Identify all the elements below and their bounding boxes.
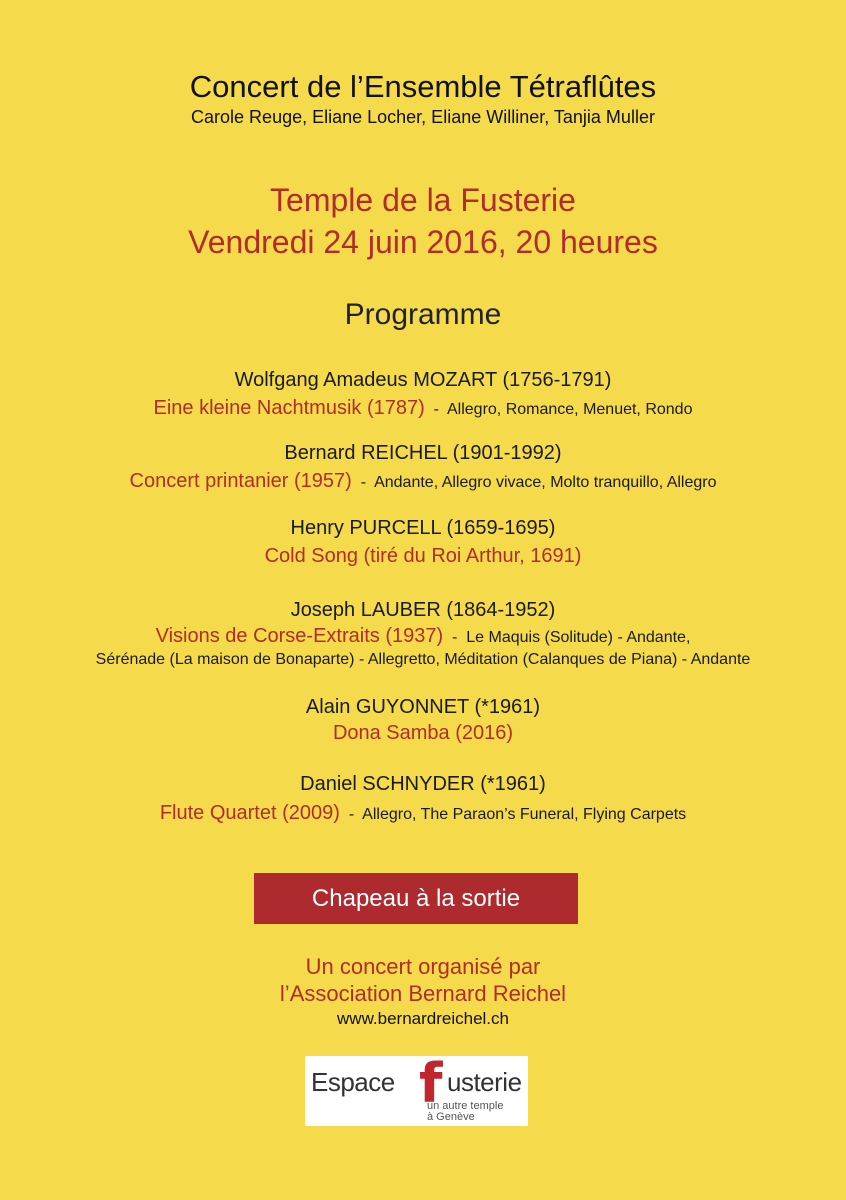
organizer-line-1: Un concert organisé par (305, 954, 541, 979)
work-line-schnyder (0, 801, 846, 825)
separator: - (339, 806, 363, 823)
venue: Temple de la Fusterie (270, 182, 576, 218)
work-line-guyonnet (0, 721, 846, 745)
logo-tagline-1: un autre temple (427, 1100, 504, 1112)
composer-schnyder: Daniel SCHNYDER (*1961) (300, 773, 546, 795)
organizer-line-2: l’Association Bernard Reichel (279, 981, 567, 1006)
movements: Andante, Allegro vivace, Molto tranquillo, Allegro (374, 474, 717, 491)
ensemble-members: Carole Reuge, Eliane Locher, Eliane Williner, Tanjia Muller (191, 107, 655, 127)
concert-title: Concert de l’Ensemble Tétraflûtes (189, 69, 657, 104)
work-title: Eine kleine Nachtmusik (1787) (153, 397, 425, 419)
movements: Allegro, The Paraon’s Funeral, Flying Carpets (362, 806, 687, 823)
logo-f-letter: f (419, 1052, 443, 1115)
work-title: Dona Samba (2016) (332, 722, 514, 744)
collection-banner: Chapeau à la sortie (254, 873, 578, 924)
work-title: Flute Quartet (2009) (159, 802, 340, 824)
movements: Le Maquis (Solitude) - Andante, (466, 629, 691, 646)
work-title: Visions de Corse-Extraits (1937) (155, 625, 444, 647)
composer-mozart: Wolfgang Amadeus MOZART (1756-1791) (234, 369, 612, 391)
movements-continued: Sérénade (La maison de Bonaparte) - Allegretto, Méditation (Calanques de Piana) - Andante (95, 651, 751, 668)
program-heading: Programme (344, 298, 502, 331)
website-link[interactable]: www.bernardreichel.ch (337, 1009, 509, 1028)
work-title: Cold Song (tiré du Roi Arthur, 1691) (264, 545, 582, 567)
separator: - (443, 629, 467, 646)
composer-lauber: Joseph LAUBER (1864-1952) (290, 599, 556, 621)
separator: - (424, 401, 447, 418)
separator: - (351, 474, 375, 491)
work-line-reichel (0, 469, 846, 493)
logo-text-usterie: usterie (447, 1067, 522, 1097)
espace-fusterie-logo (305, 1052, 528, 1126)
work-line-lauber (0, 624, 846, 648)
composer-purcell: Henry PURCELL (1659-1695) (290, 517, 556, 539)
work-title: Concert printanier (1957) (129, 470, 352, 492)
composer-guyonnet: Alain GUYONNET (*1961) (305, 696, 541, 718)
work-line-purcell (0, 544, 846, 568)
logo-text-espace: Espace (311, 1067, 395, 1097)
work-line-mozart (0, 396, 846, 420)
composer-reichel: Bernard REICHEL (1901-1992) (284, 442, 562, 464)
event-date: Vendredi 24 juin 2016, 20 heures (188, 224, 658, 260)
movements: Allegro, Romance, Menuet, Rondo (447, 401, 693, 418)
logo-tagline-2: à Genève (427, 1111, 475, 1123)
